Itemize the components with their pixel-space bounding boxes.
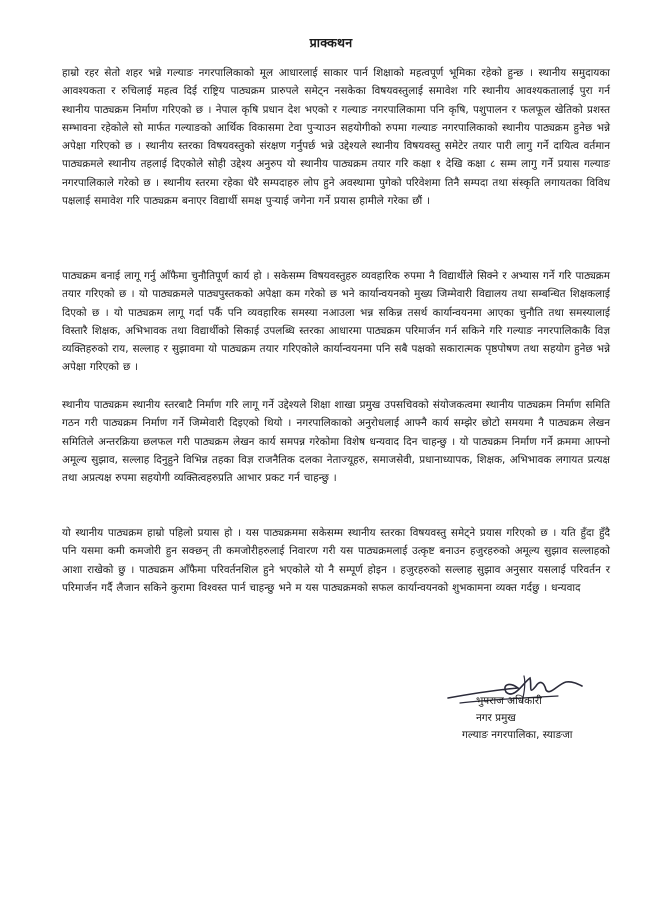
paragraph-4: यो स्थानीय पाठ्यक्रम हाम्रो पहिलो प्रयास हो । यस पाठ्यक्रममा सकेसम्म स्थानीय स्तरका विषयवस्तु समेट्ने प्रयास गरिएको छ । यति हुँदा हुँदै पनि यसमा कमी कमजोरी हुन सक्छन् ती कमजोरीहरुलाई निवारण गरी यस पाठ्यक्रमलाई उत्कृष्ट बनाउन हजुरहरुको अमूल्य सुझाव सल्लाहको आशा राखेको छु । पाठ्यक्रम आँफैमा परिवर्तनशिल हुने भएकोले यो नै सम्पूर्ण होइन । हजुरहरुको सल्लाह सुझाव अनुसार यसलाई परिवर्तन र परिमार्जन गर्दै लैजान सकिने कुरामा विश्वस्त पार्न चाहन्छु भने म यस पाठ्यक्रमको सफल कार्यान्वयनको शुभकामना व्यक्त गर्दछु । धन्यवाद bbox=[62, 527, 610, 594]
signature-block bbox=[462, 693, 636, 744]
signatory-designation: नगर प्रमुख bbox=[476, 712, 516, 724]
paragraph-1: हाम्रो रहर सेतो शहर भन्ने गल्याङ नगरपालिकाको मूल आधारलाई साकार पार्न शिक्षाको महत्वपूर्ण भूमिका रहेको हुन्छ । स्थानीय समुदायका आवश्यकता र रुचिलाई महत्व दिई राष्ट्रिय पाठ्यक्रम प्रारुपले समेट्न नसकेका विषयवस्तुलाई समावेश गरि स्थानीय आवश्यकतालाई पुरा गर्न स्थानीय पाठ्यक्रम निर्माण गरिएको छ । नेपाल कृषि प्रधान देश भएको र गल्याङ नगरपालिकामा पनि कृषि, पशुपालन र फलफूल खेतिको प्रशस्त सम्भावना रहेकोले सो मार्फत गल्याङको आर्थिक विकासमा टेवा पुऱ्याउन सहयोगीको रुपमा गल्याङ नगरपालिकाको स्थानीय पाठ्यक्रम हुनेछ भन्ने अपेक्षा गरिएको छ । स्थानीय स्तरका विषयवस्तुको संरक्षण गर्नुपर्छ भन्ने उद्देश्यले स्थानीय विषयवस्तु समेटेर तयार पारी लागु गर्ने दायित्व वर्तमान पाठ्यक्रमले स्थानीय तहलाई दिएकोले सोही उद्देश्य अनुरुप यो स्थानीय पाठ्यक्रम तयार गरि कक्षा १ देखि कक्षा ८ सम्म लागु गर्ने प्रयास गल्याङ नगरपालिकाले गरेको छ । स्थानीय स्तरमा रहेका धेरै सम्पदाहरु लोप हुने अवस्थामा पुगेको परिवेशमा तिनै सम्पदा तथा संस्कृति लगायतका विविध पक्षलाई समावेश गरि पाठ्यक्रम बनाएर विद्यार्थी समक्ष पुऱ्याई जगेना गर्ने प्रयास हामीले गरेका छौं । bbox=[62, 67, 610, 208]
signatory-organization: गल्याङ नगरपालिका, स्याङजा bbox=[462, 729, 573, 741]
signatory-name: भुपराज अधिकारी bbox=[476, 695, 542, 707]
document-title: प्राक्कथन bbox=[309, 35, 353, 50]
paragraph-2: पाठ्यक्रम बनाई लागू गर्नु आँफैमा चुनौतिपूर्ण कार्य हो । सकेसम्म विषयवस्तुहरु व्यवहारिक रुपमा नै विद्यार्थीले सिक्ने र अभ्यास गर्ने गरि पाठ्यक्रम तयार गरिएको छ । यो पाठ्यक्रमले पाठ्यपुस्तकको अपेक्षा कम गरेको छ भने कार्यान्वयनको मुख्य जिम्मेवारी विद्यालय तथा सम्बन्धित शिक्षकलाई दिएको छ । यो पाठ्यक्रम लागू गर्दा पर्कै पनि व्यवहारिक समस्या नआउला भन्न सकिन्न तसर्थ कार्यान्वयनमा आएका चुनौति तथा समस्यालाई विस्तारै शिक्षक, अभिभावक तथा विद्यार्थीको सिकाई उपलब्धि स्तरका आधारमा पाठ्यक्रम परिमार्जन गर्न सकिने गरि गल्याङ नगरपालिकाकै विज्ञ व्यक्तिहरुको राय, सल्लाह र सुझावमा यो पाठ्यक्रम तयार गरिएकोले कार्यान्वयनमा पनि सबै पक्षको सकारात्मक पृष्ठपोषण तथा सहयोग हुनेछ भन्ने अपेक्षा गरिएको छ । bbox=[62, 270, 610, 374]
paragraph-3: स्थानीय पाठ्यक्रम स्थानीय स्तरबाटै निर्माण गरि लागू गर्ने उद्देश्यले शिक्षा शाखा प्रमुख उपसचिवको संयोजकत्वमा स्थानीय पाठ्यक्रम निर्माण समिति गठन गरी पाठ्यक्रम निर्माण गर्ने जिम्मेवारी दिइएको थियो । नगरपालिकाको अनुरोधलाई आफ्नै कार्य सम्झेर छोटो समयमा नै पाठ्यक्रम लेखन समितिले अन्तरक्रिया छलफल गरी पाठ्यक्रम लेखन कार्य समपन्न गरेकोमा विशेष धन्यवाद दिन चाहन्छु । यो पाठ्यक्रम निर्माण गर्ने क्रममा आफ्नो अमूल्य सुझाव, सल्लाह दिनुहुने विभिन्न तहका विज्ञ राजनैतिक दलका नेताज्यूहरु, समाजसेवी, प्रधानाध्यापक, शिक्षक, अभिभावक लगायत प्रत्यक्ष तथा अप्रत्यक्ष रुपमा सहयोगी व्यक्तित्वहरुप्रति आभार प्रकट गर्न चाहन्छु । bbox=[62, 399, 610, 485]
